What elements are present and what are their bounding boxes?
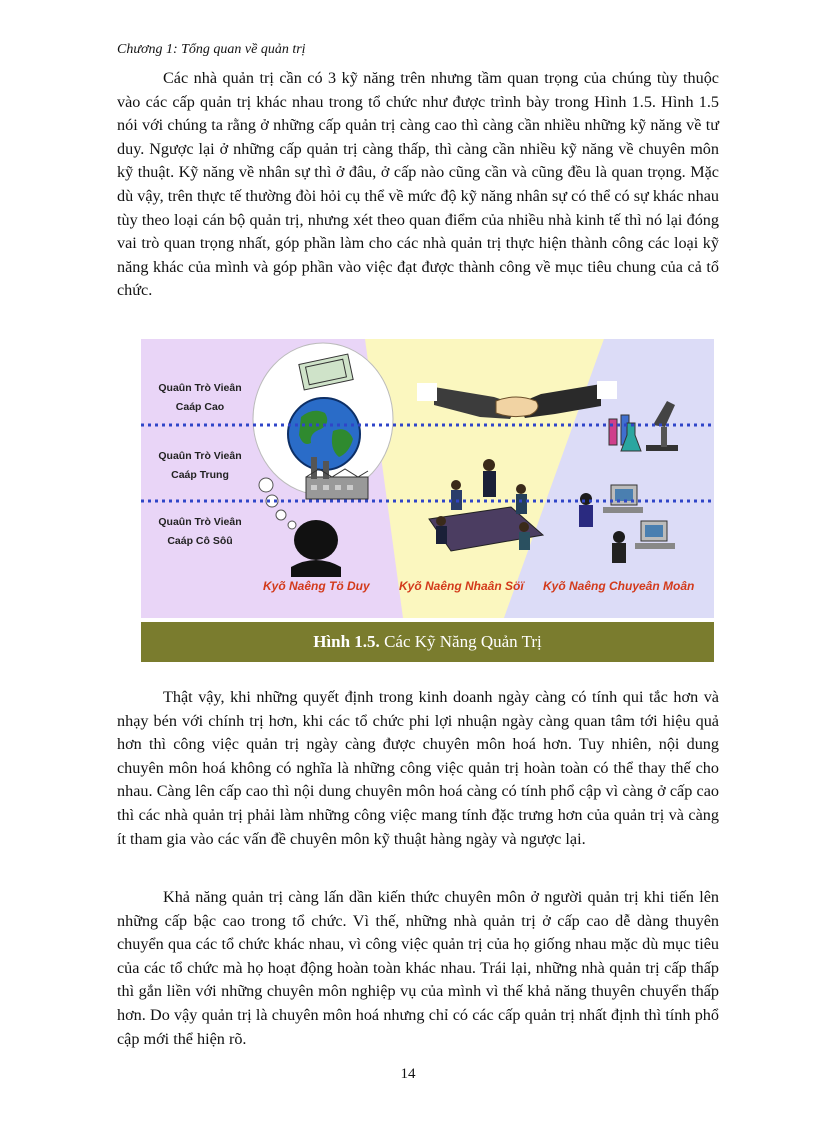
- caption-text: Các Kỹ Năng Quản Trị: [379, 632, 542, 651]
- level-middle-line1: Quaûn Trò Vieân: [158, 450, 242, 462]
- globe-icon: [288, 398, 360, 470]
- level-bottom-line2: Caáp Cô Sôû: [167, 535, 233, 547]
- figure-illustration: [141, 339, 714, 618]
- caption-label: Hình 1.5.: [313, 632, 380, 651]
- level-bottom-line1: Quaûn Trò Vieân: [158, 516, 242, 528]
- level-label-top: [155, 379, 245, 417]
- paragraph-3: Khả năng quản trị càng lấn dần kiến thức chuyên môn ở người quản trị khi tiến lên những cấp bậc cao trong tổ chức. Vì thế, những nhà quản trị ở cấp cao dễ dàng thuyên chuyển qua các tổ chức khác nhau, vì công việc quản trị của họ giống nhau mặc dù mục tiêu của các tổ chức mà họ hoạt động hoàn toàn khác nhau. Trái lại, những nhà quản trị cấp thấp thì gắn liền với những chuyên môn nghiệp vụ của mình vì thế khả năng thuyên chuyển thấp hơn. Do vậy quản trị là chuyên môn hoá nhưng chỉ có các cấp quản trị nhất định thì tính phổ cập mới thể hiện rõ.: [117, 888, 719, 1048]
- skill-label-conceptual: Kyõ Naêng Tö Duy: [263, 579, 370, 593]
- level-middle-line2: Caáp Trung: [171, 469, 229, 481]
- skill-label-technical: Kyõ Naêng Chuyeân Moân: [543, 579, 695, 593]
- paragraph-1: Các nhà quản trị cần có 3 kỹ năng trên nhưng tầm quan trọng của chúng tùy thuộc vào các cấp quản trị khác nhau trong tổ chức như được trình bày trong Hình 1.5. Hình 1.5 nói với chúng ta rằng ở những cấp quản trị càng cao thì càng cần nhiều những kỹ năng về tư duy. Ngược lại ở những cấp quản trị càng thấp, thì càng cần nhiều kỹ năng về chuyên môn kỹ thuật. Kỹ năng về nhân sự thì ở đâu, ở cấp nào cũng cần và cũng đều là quan trọng. Mặc dù vậy, trên thực tế thường đòi hỏi cụ thể về mức độ kỹ năng nhân sự có thể có sự khác nhau tùy theo loại cán bộ quản trị, nhưng xét theo quan điểm của nhiều nhà kinh tế thì nó lại đóng vai trò quan trọng nhất, góp phần làm cho các nhà quản trị thực hiện thành công các loại kỹ năng khác của mình và góp phần vào việc đạt được thành công về mục tiêu chung của cả tổ chức.: [117, 69, 719, 300]
- skill-label-human: Kyõ Naêng Nhaân Söï: [399, 579, 524, 593]
- page-number: 14: [400, 1066, 416, 1082]
- level-label-middle: [155, 447, 245, 485]
- level-top-line2: Caáp Cao: [175, 401, 225, 413]
- figure-caption: [141, 622, 714, 662]
- thinking-person-icon: [291, 520, 341, 577]
- chapter-header: Chương 1: Tổng quan về quản trị: [117, 42, 306, 57]
- level-label-bottom: [155, 513, 245, 551]
- paragraph-2: Thật vậy, khi những quyết định trong kinh doanh ngày càng có tính qui tắc hơn và nhạy bén với chính trị hơn, khi các tổ chức phi lợi nhuận ngày càng quan tâm tới hiệu quả hơn thì công việc quản trị ngày càng được chuyên môn hoá hơn. Tuy nhiên, nội dung chuyên môn hoá không có nghĩa là những công việc quản trị hoàn toàn có thể thay thế cho nhau. Càng lên cấp cao thì nội dung chuyên môn hoá càng có tính phổ cập vì càng ở cấp cao thì các nhà quản trị phải làm những công việc mang tính đặc trưng hơn của quản trị và càng ít tham gia vào các vấn đề chuyên môn kỹ thuật hàng ngày và ngược lại.: [117, 688, 719, 848]
- level-top-line1: Quaûn Trò Vieân: [158, 382, 242, 394]
- figure-1-5: [141, 339, 714, 662]
